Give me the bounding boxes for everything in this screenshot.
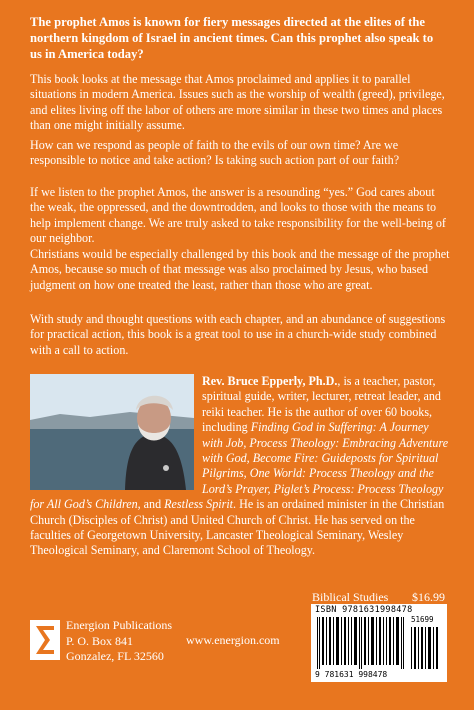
price-label: $16.99 <box>412 590 445 604</box>
barcode-addon-digits: 51699 <box>411 615 434 624</box>
publisher-info <box>66 618 172 665</box>
publisher-website: www.energion.com <box>186 633 280 647</box>
isbn-text: ISBN 9781631998478 <box>315 605 413 615</box>
author-book-titles: Finding God in Suffering: A Journey with Job, Process Theology: Embracing Adventure with God, Become Fire: Guideposts for Spiritual Pilgrims, One World: Process Theology and the Lord’s Prayer, Piglet’s Process: Process Theology for All God’s Children, <box>30 420 449 512</box>
author-bio-and: and <box>140 497 165 512</box>
author-bio-intro: , is a teacher, pastor, spiritual guide, writer, lecturer, retreat leader, and reiki teacher. He is the author of over 60 books, including <box>202 374 441 435</box>
body-paragraph-3: If we listen to the prophet Amos, the answer is a resounding “yes.” God cares about the weak, the oppressed, and the downtrodden, and looks to those with the means to help implement change. We are truly asked to take responsibility for the well-being of our neighbor. <box>30 185 446 246</box>
publisher-logo <box>30 620 60 660</box>
barcode-bars <box>315 617 443 669</box>
publisher-address-line2: Gonzalez, FL 32560 <box>66 649 164 663</box>
body-paragraph-4: Christians would be especially challenged by this book and the message of the prophet Amos, because so much of that message was also proclaimed by Jesus, who based judgment on how one treated the least, rather than those who are great. <box>30 247 450 292</box>
isbn-barcode <box>311 604 447 682</box>
body-paragraph-2: How can we respond as people of faith to the evils of our own time? Are we responsible to notice and take action? Is taking such action part of our faith? <box>30 138 400 168</box>
author-name: Rev. Bruce Epperly, Ph.D. <box>202 374 338 388</box>
barcode-digits: 9 781631 998478 <box>315 670 388 679</box>
lead-paragraph: The prophet Amos is known for fiery messages directed at the elites of the northern kingdom of Israel in ancient times. Can this prophet also speak to us in America today? <box>30 15 434 61</box>
author-last-title: Restless Spirit <box>164 497 234 512</box>
publisher-address-line1: P. O. Box 841 <box>66 633 134 648</box>
author-bio <box>30 374 450 559</box>
publisher-name: Energion Publications <box>66 618 173 632</box>
body-paragraph-1: This book looks at the message that Amos proclaimed and applies it to parallel situations in modern America. Issues such as the worship of wealth (greed), privilege, and elites living off the labor of others are more similar in these two times and places than one might initially assume. <box>30 72 445 133</box>
body-paragraph-5: With study and thought questions with each chapter, and an abundance of suggestions for practical action, this book is a great tool to use in a church-wide study combined with a call to action. <box>30 312 446 357</box>
genre-label: Biblical Studies <box>312 590 389 604</box>
author-bio-rest: . He is an ordained minister in the Christian Church (Disciples of Christ) and United Church of Christ. He has served on the faculties of Georgetown University, Lancaster Theological Seminary, Wesley Theological Seminary, and Claremont School of Theology. <box>30 497 445 558</box>
